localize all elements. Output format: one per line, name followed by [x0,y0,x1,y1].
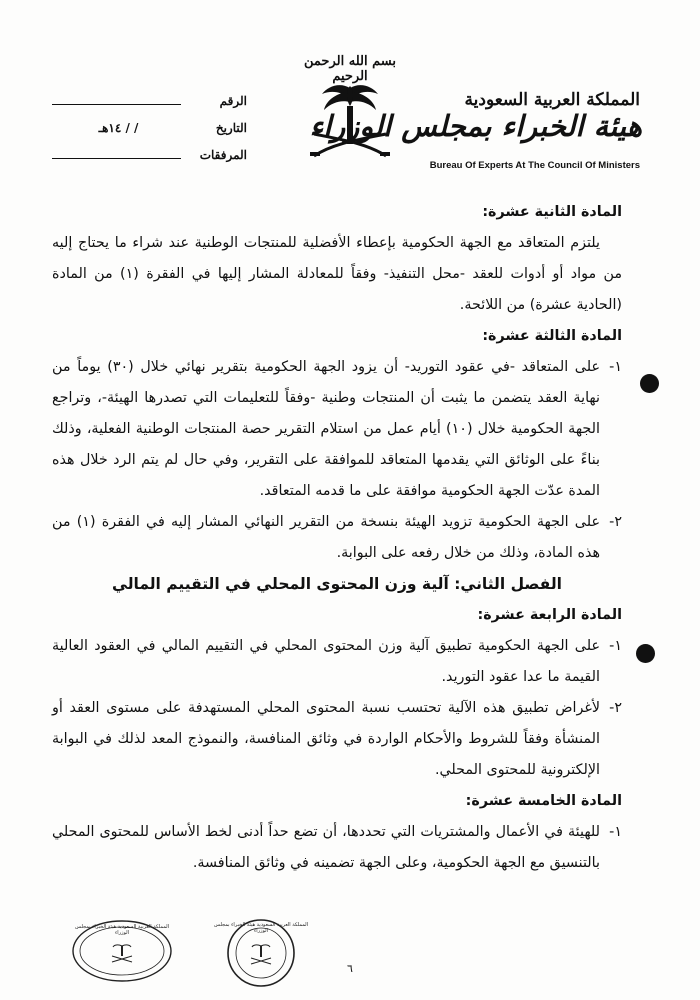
item-number: ٢- [609,514,622,530]
item-text: للهيئة في الأعمال والمشتريات التي تحددها، أن تضع حداً أدنى لخط الأساس للمحتوى المحلي بالتنسيق مع الجهة الحكومية، وعلى الجهة تضمينه في وثائق المنافسة. [52,824,600,871]
stamp-text: المملكة العربية السعودية هيئة الخبراء بمجلس الوزراء [74,924,170,936]
document-body [52,197,622,879]
item-number: ١- [609,824,622,840]
reference-fields [52,94,247,175]
item-number: ١- [609,359,622,375]
article-15-item-1 [52,817,622,879]
article-13-heading: المادة الثالثة عشرة: [482,328,622,344]
article-14-item-2 [52,693,622,786]
article-12-heading: المادة الثانية عشرة: [482,204,622,220]
article-13-item-2 [52,507,622,569]
bureau-logo-arabic: هيئة الخبراء بمجلس الوزراء [309,109,642,143]
stamp-text: المملكة العربية السعودية هيئة الخبراء بمجلس الوزراء [213,922,309,934]
item-text: لأغراض تطبيق هذه الآلية تحتسب نسبة المحتوى المحلي المستهدفة على مستوى العقد أو المنشأة وفقاً للشروط والأحكام الواردة في وثائق المنافسة، والنموذج المعد لذلك في البوابة الإلكترونية للمحتوى المحلي. [52,700,600,778]
article-15-heading: المادة الخامسة عشرة: [465,793,622,809]
official-stamp [70,918,174,988]
chapter-2-title: الفصل الثاني: آلية وزن المحتوى المحلي في التقييم المالي [112,575,562,593]
reference-number-row [52,94,247,121]
bureau-name-english: Bureau Of Experts At The Council Of Ministers [429,160,640,171]
official-stamp [212,918,310,992]
binder-hole [636,644,655,663]
item-number: ٢- [609,700,622,716]
article-12-text: يلتزم المتعاقد مع الجهة الحكومية بإعطاء الأفضلية للمنتجات الوطنية عند شراء ما يحتاج إليه من مواد أو أدوات للعقد -محل التنفيذ- وفقاً للمعادلة المشار إليها في الفقرة (١) من المادة (الحادية عشرة) من اللائحة. [52,235,622,313]
item-text: على الجهة الحكومية تزويد الهيئة بنسخة من التقرير النهائي المشار إليه في الفقرة (١) من هذه المادة، وذلك من خلال رفعه على البوابة. [52,514,600,561]
page-number: ٦ [347,962,353,975]
date-label: التاريخ [215,121,247,135]
reference-attachments-row [52,148,247,175]
attachments-line [52,148,181,159]
item-text: على الجهة الحكومية تطبيق آلية وزن المحتوى المحلي في التقييم المالي في العقود العالية القيمة ما عدا عقود التوريد. [52,638,600,685]
basmala: بسم الله الرحمن الرحيم [304,54,396,84]
number-label: الرقم [219,94,247,108]
article-14-item-1 [52,631,622,693]
item-number: ١- [609,638,622,654]
binder-hole [640,374,659,393]
article-14-heading: المادة الرابعة عشرة: [477,607,622,623]
number-line [52,94,181,105]
article-13-item-1 [52,352,622,507]
attachments-label: المرفقات [199,148,247,162]
date-value: / / ١٤هـ [98,121,139,135]
kingdom-name: المملكة العربية السعودية [464,90,640,110]
reference-date-row [52,121,247,148]
item-text: على المتعاقد -في عقود التوريد- أن يزود الجهة الحكومية بتقرير نهائي خلال (٣٠) يوماً من نهاية العقد يتضمن ما يثبت أن المنتجات وطنية -وفقاً للتعليمات التي تصدرها الهيئة-، وتراجع الجهة الحكومية خلال (١٠) أيام عمل من استلام التقرير حصة المنتجات الوطنية الفعلية، وذلك بناءً على الوثائق التي يقدمها المتعاقد للموافقة على التقرير، وفي حال لم يتم الرد خلال هذه المدة عدّت الجهة الحكومية موافقة على ما قدمه المتعاقد. [52,359,600,499]
